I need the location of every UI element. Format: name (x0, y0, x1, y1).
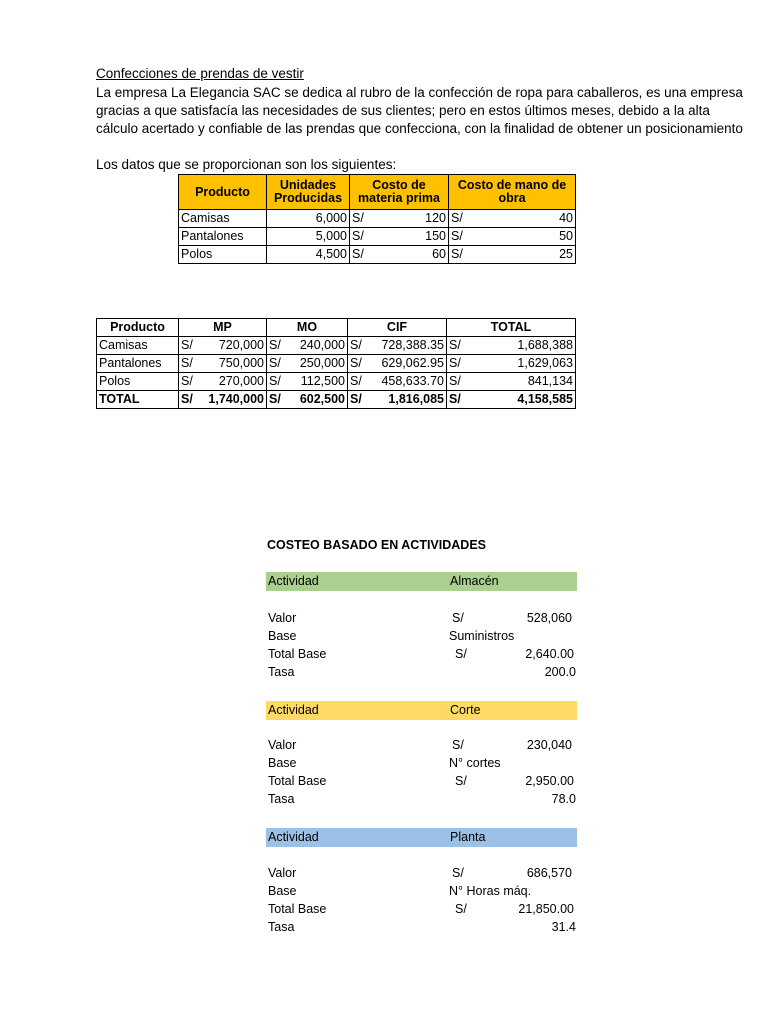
cell-mo: 50 (508, 228, 575, 246)
activity-name: Almacén (450, 574, 499, 588)
cell-mo-total: 602,500 (287, 391, 348, 409)
base-label: Base (268, 756, 297, 770)
cell-mp: 60 (388, 246, 448, 264)
cell-mp: 120 (388, 210, 448, 228)
activity-band-planta (266, 828, 577, 847)
cell-currency: S/ (447, 337, 475, 355)
tasa-label: Tasa (268, 792, 295, 806)
cell-mo: 40 (508, 210, 575, 228)
total-base-label: Total Base (268, 774, 327, 788)
cell-product: Polos (179, 246, 267, 264)
cost-summary-table (96, 318, 576, 409)
cell-currency: S/ (350, 246, 389, 264)
cell-currency: S/ (449, 246, 509, 264)
total-base-amount: 21,850.00 (518, 902, 574, 916)
table-row (179, 246, 576, 264)
abc-section-title: COSTEO BASADO EN ACTIVIDADES (267, 538, 487, 552)
base-value: Suministros (449, 629, 515, 643)
cell-currency: S/ (348, 391, 367, 409)
cell-currency: S/ (267, 373, 287, 391)
paragraph-line-1: La empresa La Elegancia SAC se dedica al rubro de la confección de ropa para caballeros, es una empresa (96, 85, 743, 100)
header-producto: Producto (179, 175, 267, 210)
intro-text: Los datos que se proporcionan son los siguientes: (96, 157, 397, 172)
cell-total: 1,688,388 (474, 337, 575, 355)
currency-symbol: S/ (455, 774, 467, 788)
base-label: Base (268, 884, 297, 898)
cell-product: Polos (97, 373, 179, 391)
cell-currency: S/ (348, 355, 367, 373)
production-data-table (178, 174, 576, 264)
header-mo: MO (267, 319, 348, 337)
cell-currency: S/ (348, 337, 367, 355)
cell-product: Camisas (97, 337, 179, 355)
header-total: TOTAL (447, 319, 576, 337)
valor-label: Valor (268, 866, 297, 880)
header-costo-mp: Costo de materia prima (350, 175, 449, 210)
cell-cif: 728,388.35 (367, 337, 447, 355)
cell-total: 1,629,063 (474, 355, 575, 373)
cell-product: Camisas (179, 210, 267, 228)
header-producto: Producto (97, 319, 179, 337)
currency-symbol: S/ (455, 902, 467, 916)
cell-currency: S/ (267, 337, 287, 355)
cell-cif-total: 1,816,085 (367, 391, 447, 409)
paragraph-line-2: gracias a que satisfacía las necesidades de sus clientes; pero en estos últimos meses, debido a la alta (96, 103, 710, 118)
cell-mp: 720,000 (197, 337, 266, 355)
total-base-label: Total Base (268, 647, 327, 661)
cell-currency: S/ (350, 228, 389, 246)
cell-mp: 270,000 (197, 373, 266, 391)
currency-symbol: S/ (452, 611, 464, 625)
table-row (97, 355, 576, 373)
cell-currency: S/ (179, 373, 198, 391)
header-unidades: Unidades Producidas (267, 175, 350, 210)
tasa-value: 78.0 (551, 792, 576, 806)
paragraph-line-3: cálculo acertado y confiable de las prendas que confecciona, con la finalidad de obtener un posicionamiento (96, 121, 743, 136)
header-cif: CIF (348, 319, 447, 337)
currency-symbol: S/ (452, 866, 464, 880)
table-row (179, 228, 576, 246)
cell-grand-total: 4,158,585 (474, 391, 575, 409)
cell-mo: 240,000 (287, 337, 348, 355)
header-costo-mo: Costo de mano de obra (449, 175, 576, 210)
table-row (97, 373, 576, 391)
cell-mo: 112,500 (287, 373, 348, 391)
cell-mp: 150 (388, 228, 448, 246)
valor-amount: 686,570 (526, 866, 572, 880)
cell-units: 6,000 (267, 210, 350, 228)
cell-currency: S/ (348, 373, 367, 391)
total-row (97, 391, 576, 409)
tasa-label: Tasa (268, 920, 295, 934)
cell-currency: S/ (447, 373, 475, 391)
total-base-amount: 2,640.00 (525, 647, 574, 661)
cell-currency: S/ (447, 391, 475, 409)
tasa-value: 31.4 (551, 920, 576, 934)
table-row (97, 337, 576, 355)
base-value: N° cortes (449, 756, 501, 770)
cell-currency: S/ (179, 391, 198, 409)
cell-currency: S/ (449, 228, 509, 246)
cell-mo: 250,000 (287, 355, 348, 373)
activity-band-corte (266, 701, 577, 720)
table-row (179, 210, 576, 228)
valor-label: Valor (268, 611, 297, 625)
base-label: Base (268, 629, 297, 643)
cell-cif: 629,062.95 (367, 355, 447, 373)
cell-currency: S/ (267, 391, 287, 409)
cell-mp: 750,000 (197, 355, 266, 373)
valor-amount: 230,040 (526, 738, 572, 752)
activity-name: Planta (450, 830, 486, 844)
cell-mo: 25 (508, 246, 575, 264)
activity-label: Actividad (268, 703, 319, 717)
cell-cif: 458,633.70 (367, 373, 447, 391)
cell-currency: S/ (449, 210, 509, 228)
document-title: Confecciones de prendas de vestir (96, 66, 304, 81)
tasa-value: 200.0 (544, 665, 576, 679)
cell-product: Pantalones (179, 228, 267, 246)
activity-label: Actividad (268, 574, 319, 588)
activity-label: Actividad (268, 830, 319, 844)
cell-product: Pantalones (97, 355, 179, 373)
currency-symbol: S/ (452, 738, 464, 752)
cell-currency: S/ (447, 355, 475, 373)
cell-total-label: TOTAL (97, 391, 179, 409)
cell-currency: S/ (179, 355, 198, 373)
cell-total: 841,134 (474, 373, 575, 391)
total-base-label: Total Base (268, 902, 327, 916)
activity-band-almacen (266, 572, 577, 591)
cell-currency: S/ (267, 355, 287, 373)
cell-units: 5,000 (267, 228, 350, 246)
base-value: N° Horas máq. (449, 884, 532, 898)
total-base-amount: 2,950.00 (525, 774, 574, 788)
cell-mp-total: 1,740,000 (197, 391, 266, 409)
cell-currency: S/ (350, 210, 389, 228)
header-mp: MP (179, 319, 267, 337)
activity-name: Corte (450, 703, 481, 717)
valor-amount: 528,060 (526, 611, 572, 625)
currency-symbol: S/ (455, 647, 467, 661)
cell-units: 4,500 (267, 246, 350, 264)
cell-currency: S/ (179, 337, 198, 355)
valor-label: Valor (268, 738, 297, 752)
tasa-label: Tasa (268, 665, 295, 679)
